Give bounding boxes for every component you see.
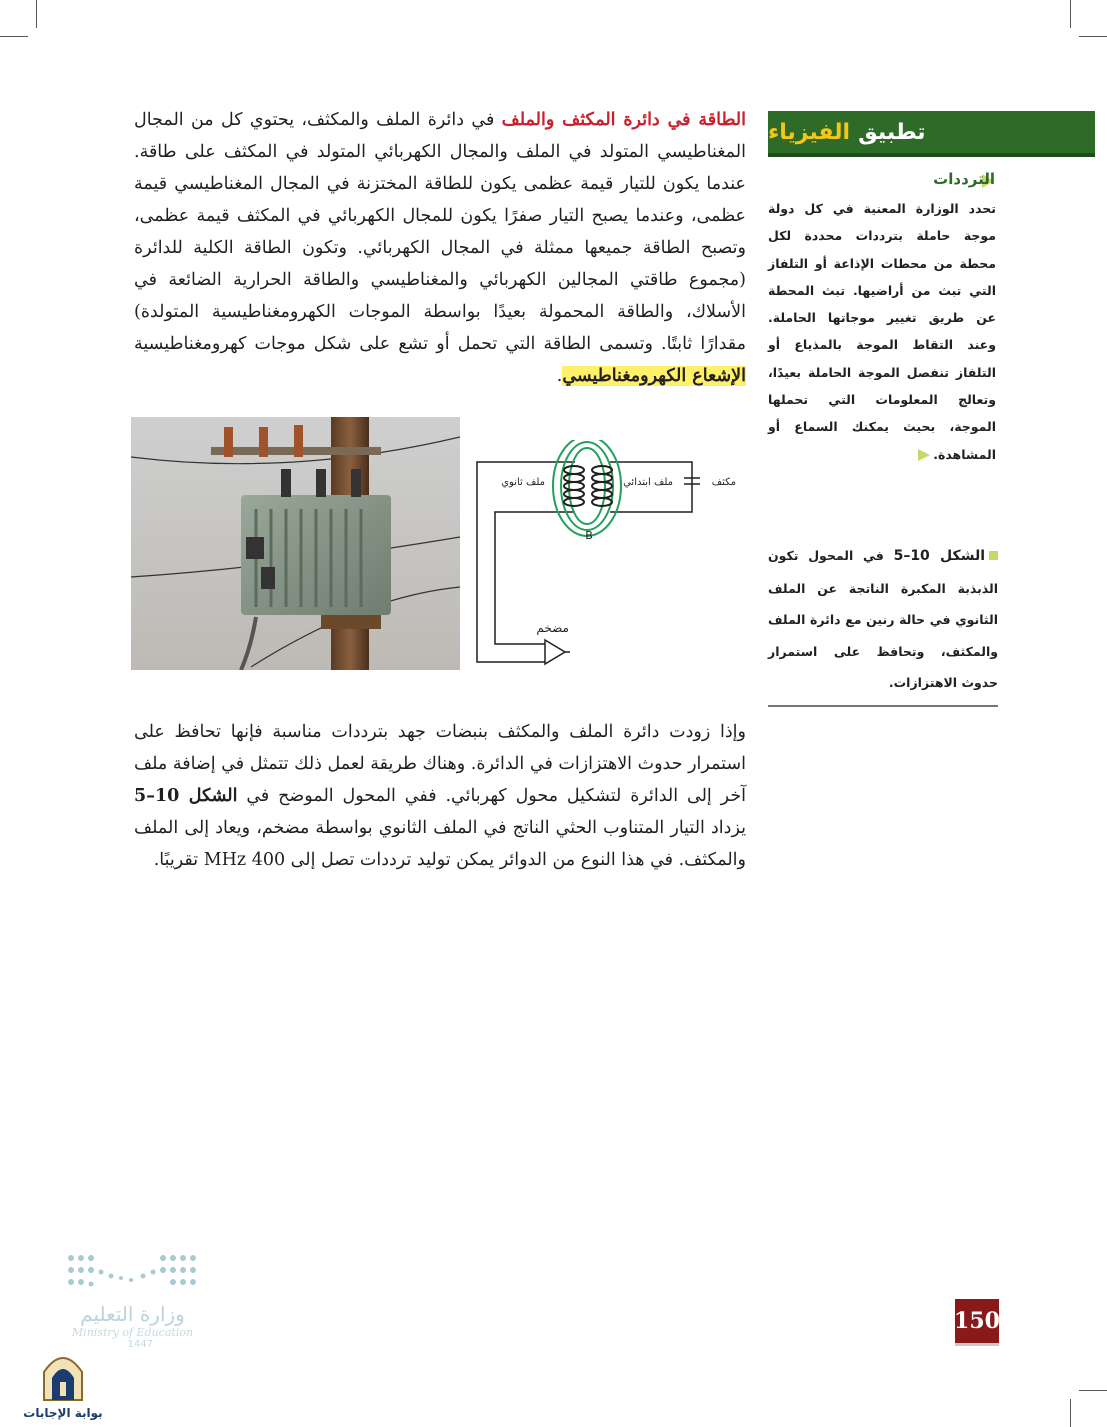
body-paragraph-1 bbox=[134, 104, 746, 392]
sidebar-header bbox=[768, 111, 1095, 157]
sidebar-header-word1: تطبيق bbox=[858, 119, 926, 145]
paragraph-text-2: يزداد التيار المتناوب الحثي الناتج في الملف الثانوي بواسطة مضخم، ويعاد إلى الملف والمكثف. في هذا النوع من الدوائر يمكن توليد ترددات تصل إلى 400 MHz تقريبًا. bbox=[134, 818, 746, 870]
paragraph-end: . bbox=[556, 366, 563, 386]
crop-mark bbox=[0, 36, 28, 37]
sidebar-header-word2: الفيزياء bbox=[768, 119, 851, 145]
figure-label: الشكل 10–5 bbox=[893, 548, 985, 564]
mosque-logo-icon bbox=[38, 1350, 88, 1402]
circuit-diagram bbox=[470, 440, 740, 670]
crop-mark bbox=[1070, 1399, 1071, 1427]
ministry-english-name: Ministry of Education bbox=[71, 1326, 194, 1339]
sidebar-text bbox=[768, 195, 996, 468]
crop-mark bbox=[1070, 0, 1071, 28]
sidebar-body: تحدد الوزارة المعنية في كل دولة موجة حاملة بترددات محددة لكل محطة من محطات الإذاعة أو التلفاز التي تبث من أراضيها. تبث المحطة عن طريق تغيير موجاتها الحاملة. وعند التقاط الموجة بالمذياع أو التلفاز تنفصل الموجة الحاملة بعيدًا، وتعالج المعلومات التي تحملها الموجة، بحيث يمكنك السماع أو المشاهدة. bbox=[768, 201, 996, 462]
end-arrow-icon bbox=[918, 449, 930, 461]
crop-mark bbox=[1079, 36, 1107, 37]
page-number: 150 bbox=[955, 1299, 999, 1346]
dots-logo-icon bbox=[63, 1250, 203, 1296]
watermark-text: بوابة الإجابات bbox=[23, 1406, 103, 1420]
ministry-arabic-name: وزارة التعليم bbox=[80, 1302, 185, 1326]
primary-coil-label: ملف ابتدائي bbox=[623, 477, 673, 488]
amplifier-label: مضخم bbox=[536, 621, 569, 635]
crop-mark bbox=[1079, 1390, 1107, 1391]
ministry-year: 1447 bbox=[127, 1339, 153, 1350]
body-paragraph-2 bbox=[134, 716, 746, 876]
site-watermark bbox=[8, 1350, 118, 1420]
caption-text: في المحول تكون الذبذبة المكبرة الناتجة عن الملف الثانوي في حالة رنين مع دائرة الملف والمكثف، وتحافظ على استمرار حدوث الاهتزازات. bbox=[768, 548, 998, 690]
ministry-logo bbox=[60, 1250, 205, 1350]
lead-term: الطاقة في دائرة المكثف والملف bbox=[501, 110, 746, 130]
sidebar-title: الترددات bbox=[933, 170, 995, 188]
secondary-coil-label: ملف ثانوي bbox=[501, 477, 545, 488]
transformer-photo bbox=[131, 417, 460, 670]
highlighted-term: الإشعاع الكهرومغناطيسي bbox=[562, 366, 746, 386]
bullet-square-icon bbox=[989, 551, 998, 560]
capacitor-label: مكثف bbox=[711, 477, 736, 488]
paragraph-text: في دائرة الملف والمكثف، يحتوي كل من المجال المغناطيسي المتولد في الملف والمجال الكهربائي المتولد في المكثف على طاقة. عندما يكون للتيار قيمة عظمى يكون للطاقة المختزنة في المجال المغناطيسي قيمة عظمى، وعندما يصبح التيار صفرًا يكون للمجال الكهربائي في المكثف قيمة عظمى، وتصبح الطاقة جميعها ممثلة في المجال الكهربائي. وتكون الطاقة الكلية للدائرة (مجموع طاقتي المجالين الكهربائي والمغناطيسي والطاقة الحرارية الضائعة في الأسلاك، والطاقة المحمولة بعيدًا بواسطة الموجات الكهرومغناطيسية المتولدة) مقدارًا ثابتًا. وتسمى الطاقة التي تحمل أو تشع على شكل موجات كهرومغناطيسية bbox=[134, 110, 746, 354]
magnetic-field-label: B bbox=[585, 529, 593, 542]
paragraph-text: وإذا زودت دائرة الملف والمكثف بنبضات جهد بترددات مناسبة فإنها تحافظ على استمرار حدوث الاهتزازات في الدائرة. وهناك طريقة لعمل ذلك تتمثل في إضافة ملف آخر إلى الدائرة لتشكيل محول كهربائي. ففي المحول الموضح في bbox=[134, 722, 746, 806]
figure-caption bbox=[768, 540, 998, 707]
figure-reference: الشكل 10–5 bbox=[134, 786, 238, 806]
crop-mark bbox=[36, 0, 37, 28]
